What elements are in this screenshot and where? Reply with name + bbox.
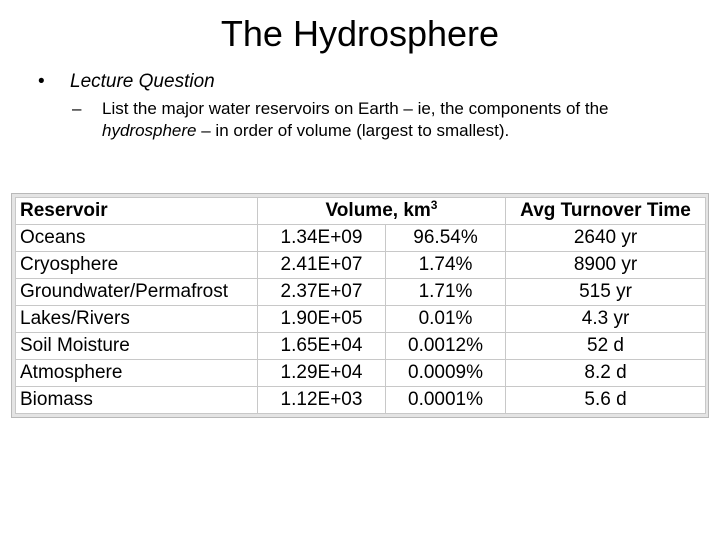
cell-percent: 1.71% [386,279,506,306]
sub-bullet-question [72,98,672,142]
table-row [16,252,706,279]
cell-turnover: 515 yr [506,279,706,306]
bullet-text: Lecture Question [70,71,215,92]
cell-volume: 2.37E+07 [258,279,386,306]
cell-volume: 2.41E+07 [258,252,386,279]
cell-reservoir: Biomass [16,387,258,414]
header-volume-label: Volume, km [325,200,431,221]
cell-reservoir: Oceans [16,225,258,252]
cell-turnover: 2640 yr [506,225,706,252]
cell-percent: 96.54% [386,225,506,252]
sub-bullet-line2 [72,120,672,142]
cell-volume: 1.65E+04 [258,333,386,360]
header-volume-superscript: 3 [430,198,438,212]
cell-turnover: 52 d [506,333,706,360]
cell-volume: 1.29E+04 [258,360,386,387]
cell-percent: 1.74% [386,252,506,279]
cell-turnover: 5.6 d [506,387,706,414]
sub-bullet-text-part1: List the major water reservoirs on Earth – ie, the components of the [102,99,609,118]
cell-percent: 0.01% [386,306,506,333]
cell-volume: 1.12E+03 [258,387,386,414]
cell-percent: 0.0001% [386,387,506,414]
table-row [16,279,706,306]
table-body [16,225,706,414]
table-row [16,225,706,252]
sub-bullet-italic: hydrosphere [102,121,197,140]
cell-percent: 0.0009% [386,360,506,387]
cell-reservoir: Groundwater/Permafrost [16,279,258,306]
cell-reservoir: Soil Moisture [16,333,258,360]
cell-volume: 1.34E+09 [258,225,386,252]
cell-turnover: 8900 yr [506,252,706,279]
table-row [16,387,706,414]
slide-title: The Hydrosphere [220,13,500,54]
bullet-dot: • [38,71,45,92]
header-reservoir: Reservoir [16,198,258,225]
reservoir-table [15,197,706,414]
cell-reservoir: Cryosphere [16,252,258,279]
table-row [16,360,706,387]
cell-percent: 0.0012% [386,333,506,360]
cell-reservoir: Lakes/Rivers [16,306,258,333]
reservoir-table-frame [11,193,709,418]
sub-bullet-dash: – [72,99,82,118]
header-volume [258,198,506,225]
header-turnover: Avg Turnover Time [506,198,706,225]
cell-turnover: 8.2 d [506,360,706,387]
sub-bullet-text-part2: – in order of volume (largest to smallest). [196,121,510,140]
cell-reservoir: Atmosphere [16,360,258,387]
table-header-row [16,198,706,225]
cell-turnover: 4.3 yr [506,306,706,333]
bullet-lecture-question [38,70,215,94]
cell-volume: 1.90E+05 [258,306,386,333]
table-row [16,306,706,333]
table-row [16,333,706,360]
